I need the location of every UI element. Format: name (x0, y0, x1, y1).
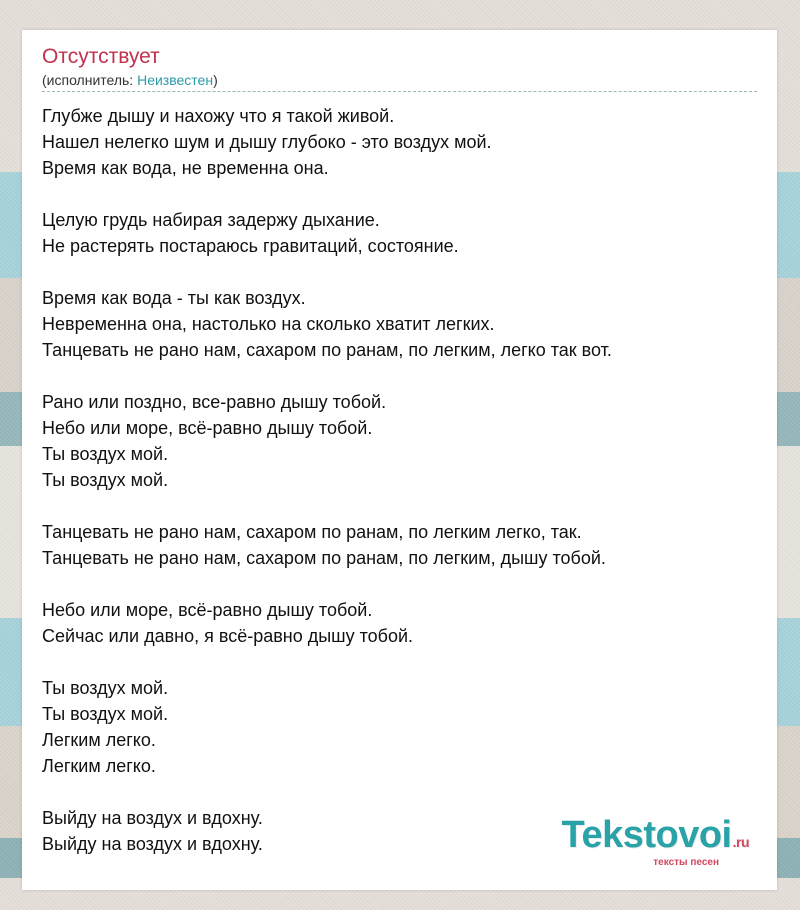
logo-wordmark (561, 814, 749, 860)
lyrics-line: Небо или море, всё-равно дышу тобой. (42, 600, 373, 620)
lyrics-text (42, 103, 757, 857)
lyrics-line: Время как вода, не временна она. (42, 158, 329, 178)
logo-tagline: тексты песен (653, 857, 719, 868)
lyrics-line: Ты воздух мой. (42, 470, 169, 490)
lyrics-line: Танцевать не рано нам, сахаром по ранам, по легким легко, так. (42, 522, 582, 542)
lyrics-line: Рано или поздно, все-равно дышу тобой. (42, 392, 387, 412)
site-logo[interactable] (561, 814, 749, 868)
lyrics-line: Выйду на воздух и вдохну. (42, 834, 263, 854)
lyrics-line: Сейчас или давно, я всё-равно дышу тобой. (42, 626, 414, 646)
lyrics-line: Нашел нелегко шум и дышу глубоко - это воздух мой. (42, 132, 492, 152)
song-title: Отсутствует (42, 45, 160, 68)
lyrics-line: Глубже дышу и нахожу что я такой живой. (42, 106, 395, 126)
lyrics-stanza (42, 675, 757, 779)
logo-tld: .ru (732, 834, 749, 850)
lyrics-line: Не растерять постараюсь гравитаций, состояние. (42, 236, 459, 256)
lyrics-line: Небо или море, всё-равно дышу тобой. (42, 418, 373, 438)
lyrics-line: Ты воздух мой. (42, 704, 169, 724)
lyrics-line: Легким легко. (42, 756, 156, 776)
lyrics-line: Ты воздух мой. (42, 444, 169, 464)
lyrics-line: Танцевать не рано нам, сахаром по ранам, по легким, легко так вот. (42, 340, 612, 360)
lyrics-stanza (42, 207, 757, 259)
lyrics-stanza (42, 389, 757, 493)
logo-name: Tekstovoi (561, 814, 732, 856)
lyrics-card (22, 30, 777, 890)
lyrics-line: Ты воздух мой. (42, 678, 169, 698)
artist-prefix: (исполнитель: (42, 72, 138, 88)
lyrics-line: Время как вода - ты как воздух. (42, 288, 306, 308)
lyrics-line: Танцевать не рано нам, сахаром по ранам, по легким, дышу тобой. (42, 548, 606, 568)
lyrics-line: Невременна она, настолько на сколько хватит легких. (42, 314, 495, 334)
lyrics-stanza (42, 285, 757, 363)
lyrics-stanza (42, 519, 757, 571)
lyrics-stanza (42, 597, 757, 649)
lyrics-line: Выйду на воздух и вдохну. (42, 808, 263, 828)
artist-link[interactable]: Неизвестен (137, 72, 214, 88)
lyrics-stanza (42, 103, 757, 181)
lyrics-line: Легким легко. (42, 730, 156, 750)
artist-suffix: ) (213, 72, 218, 88)
artist-line (42, 71, 757, 92)
lyrics-line: Целую грудь набирая задержу дыхание. (42, 210, 380, 230)
